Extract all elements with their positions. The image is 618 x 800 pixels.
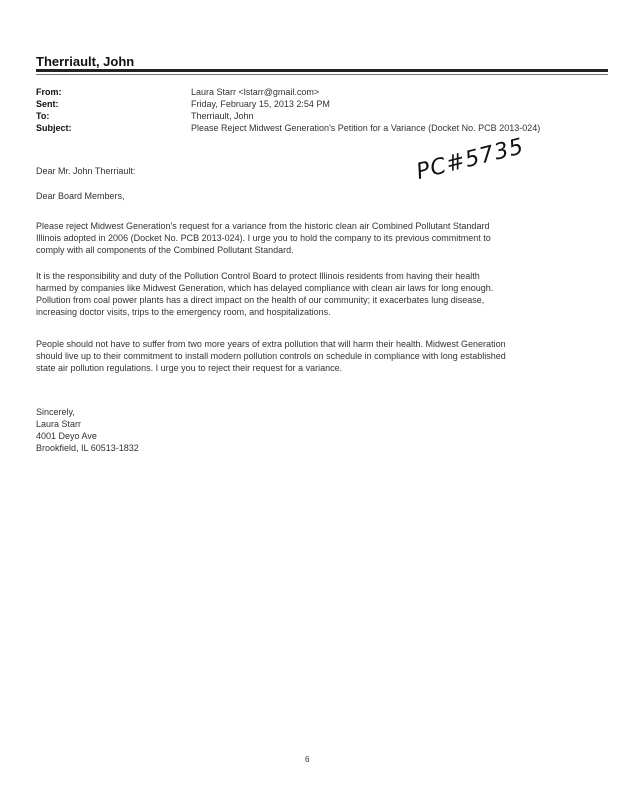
paragraph-line: People should not have to suffer from two more years of extra pollution that will harm their health. Midwest Generation [36,339,506,349]
heading-rule-thin [36,74,608,75]
paragraph-line: harmed by companies like Midwest Generation, which has delayed compliance with clean air laws for long enough. [36,283,494,293]
to-value: Therriault, John [191,111,254,121]
to-row [36,110,540,122]
salutation-1: Dear Mr. John Therriault: [36,166,136,176]
handwritten-stamp: PC#5735 [413,134,527,185]
closing: Sincerely, [36,407,75,417]
salutation-2: Dear Board Members, [36,191,125,201]
signature-block [36,406,581,454]
from-label: From: [36,87,62,97]
page-number: 6 [305,755,310,764]
signature-name: Laura Starr [36,419,82,429]
paragraph-line: state air pollution regulations. I urge you to reject their request for a variance. [36,363,343,373]
from-row [36,86,540,98]
paragraph-3 [36,338,581,374]
subject-label: Subject: [36,123,72,133]
sent-row [36,98,540,110]
paragraph-line: comply with all components of the Combined Pollutant Standard. [36,245,294,255]
paragraph-1 [36,220,581,256]
paragraph-line: increasing doctor visits, trips to the emergency room, and hospitalizations. [36,307,331,317]
signature-address-line-1: 4001 Deyo Ave [36,431,97,441]
paragraph-line: Pollution from coal power plants has a direct impact on the health of our community; it exacerbates lung disease, [36,295,485,305]
paragraph-line: should live up to their commitment to install modern pollution controls on schedule in compliance with long established [36,351,506,361]
heading-rule-thick [36,69,608,72]
from-value: Laura Starr <lstarr@gmail.com> [191,87,320,97]
subject-row [36,122,540,134]
paragraph-line: Please reject Midwest Generation's request for a variance from the historic clean air Combined Pollutant Standard [36,221,490,231]
recipient-name-heading: Therriault, John [36,54,135,69]
paragraph-line: It is the responsibility and duty of the Pollution Control Board to protect Illinois residents from having their health [36,271,480,281]
sent-value: Friday, February 15, 2013 2:54 PM [191,99,330,109]
subject-value: Please Reject Midwest Generation's Petition for a Variance (Docket No. PCB 2013-024) [191,123,541,133]
to-label: To: [36,111,50,121]
sent-label: Sent: [36,99,59,109]
paragraph-2 [36,270,581,318]
paragraph-line: Illinois adopted in 2006 (Docket No. PCB 2013-024). I urge you to hold the company to its previous commitment to [36,233,491,243]
email-header-block [36,86,540,134]
signature-address-line-2: Brookfield, IL 60513-1832 [36,443,139,453]
